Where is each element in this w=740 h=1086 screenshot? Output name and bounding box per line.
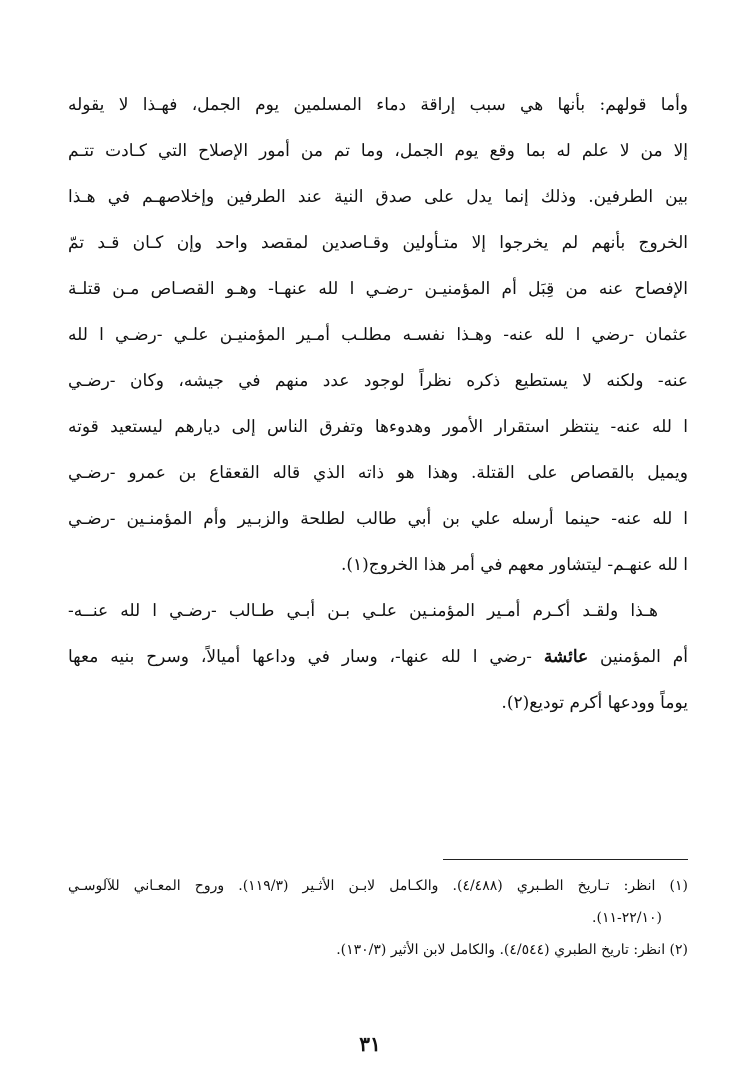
text-line: ا لله عنه- حينما أرسله علي بن أبي طالب لطلحة والزبـير وأم المؤمنـين -رضـي [68, 509, 688, 529]
text-line: هـذا ولقـد أكـرم أمـير المؤمنـين علـي بـن أبـي طـالب -رضـي ا لله عنــه- [68, 601, 658, 621]
paragraph-1 [68, 82, 688, 588]
text-line: يوماً وودعها أكرم توديع(٢). [501, 693, 688, 713]
text-line: عثمان -رضي ا لله عنه- وهـذا نفسـه مطلـب أمـير المؤمنيـن علـي -رضـي ا لله [68, 325, 688, 345]
footnote-1 [68, 870, 688, 934]
text-line: ا لله عنهـم- ليتشاور معهم في أمر هذا الخروج(١). [340, 555, 688, 575]
text-line: وأما قولهم: بأنها هي سبب إراقة دماء المسلمين يوم الجمل، فهـذا لا يقوله [68, 95, 688, 115]
text-line: بين الطرفين. وذلك إنما يدل على صدق النية عند الطرفين وإخلاصهـم في هـذا [68, 187, 688, 207]
footnote-divider [443, 859, 688, 860]
footnote-line: (١) انظر: تـاريخ الطـبري (٤/٤٨٨). والكـامل لابـن الأثـير (١١٩/٣). وروح المعـاني للآلوسـي [68, 878, 688, 894]
text-line: ويميل بالقصاص على القتلة. وهذا هو ذاته الذي قاله القعقاع بن عمرو -رضـي [68, 463, 688, 483]
main-text [68, 82, 688, 726]
text-line: الخروج بأنهم لم يخرجوا إلا متـأولين وقـاصدين لمقصد واحد وإن كـان قـد تمّ [68, 233, 688, 253]
text-line: عنه- ولكنه لا يستطيع ذكره نظراً لوجود عدد منهم في جيشه، وكان -رضـي [68, 371, 688, 391]
emphasized-name: عائشة [543, 647, 589, 667]
text-line: أم المؤمنين عائشة -رضي ا لله عنها-، وسار في وداعها أميالاً، وسرح بنيه معها [68, 647, 688, 667]
paragraph-2 [68, 588, 688, 726]
footnote-line: (٢٢/١٠-١١). [592, 910, 662, 926]
page-number: ٣١ [359, 1032, 381, 1056]
footnote-line: (٢) انظر: تاريخ الطبري (٤/٥٤٤). والكامل لابن الأثير (١٣٠/٣). [336, 942, 688, 958]
footnotes [68, 870, 688, 966]
text-line: الإفصاح عنه من قِبَل أم المؤمنيـن -رضـي ا لله عنهـا- وهـو القصـاص مـن قتلـة [68, 279, 688, 299]
footnote-2 [68, 934, 688, 966]
text-line: إلا من لا علم له بما وقع يوم الجمل، وما تم من أمور الإصلاح التي كـادت تتـم [68, 141, 688, 161]
text-line: ا لله عنه- ينتظر استقرار الأمور وهدوءها وتفرق الناس إلى ديارهم ليستعيد قوته [68, 417, 688, 437]
